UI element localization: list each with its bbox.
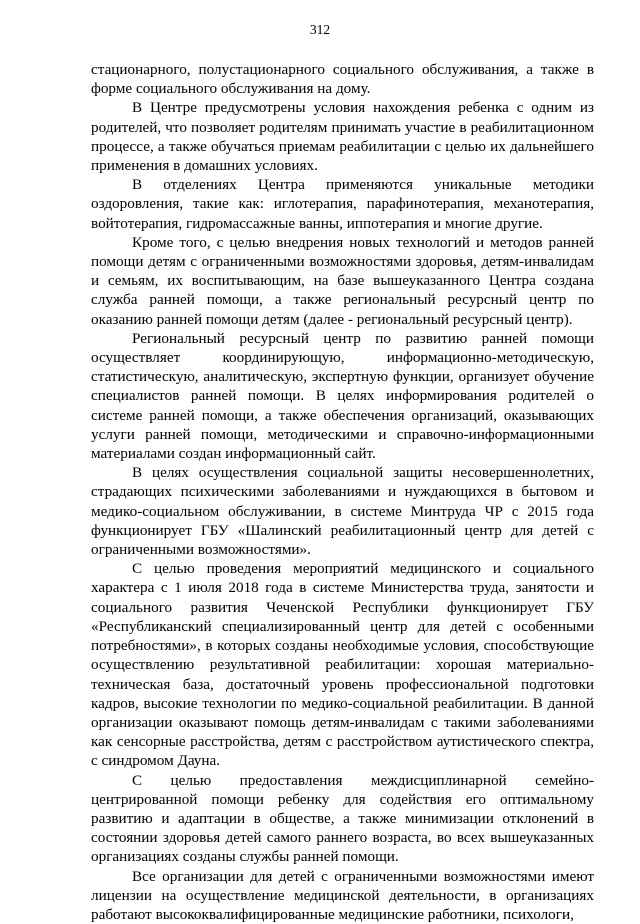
paragraph-2: В Центре предусмотрены условия нахождения ребенка с одним из родителей, что позволяет родителям принимать участие в реабилитационном процессе, а также обучаться приемам реабилитации с целью их дальнейшего применения в домашних условиях. xyxy=(91,99,594,175)
body-text xyxy=(91,60,594,924)
paragraph-8: С целью предоставления междисциплинарной семейно-центрированной помощи ребенку для содействия его оптимальному развитию и адаптации в обществе, а также минимизации отклонений в состоянии здоровья детей самого раннего возраста, во всех вышеуказанных организациях созданы службы ранней помощи. xyxy=(91,771,594,866)
paragraph-6: В целях осуществления социальной защиты несовершеннолетних, страдающих психическими заболеваниями и нуждающихся в бытовом и медико-социальном обслуживании, в системе Минтруда ЧР с 2015 года функционирует ГБУ «Шалинский реабилитационный центр для детей с ограниченными возможностями». xyxy=(91,464,594,559)
paragraph-9: Все организации для детей с ограниченными возможностями имеют лицензии на осуществление медицинской деятельности, в организациях работают высококвалифицированные медицинские работники, психологи, xyxy=(91,867,594,923)
page-number: 312 xyxy=(309,22,331,37)
paragraph-3: В отделениях Центра применяются уникальные методики оздоровления, такие как: иглотерапия, парафинотерапия, механотерапия, войтотерапия, гидромассажные ванны, иппотерапия и многие другие. xyxy=(91,176,594,232)
paragraph-5: Региональный ресурсный центр по развитию ранней помощи осуществляет координирующую, информационно-методическую, статистическую, аналитическую, экспертную функции, организует обучение специалистов ранней помощи. В целях информирования родителей о системе ранней помощи, а также обеспечения организаций, оказывающих услуги ранней помощи, методическими и справочно-информационными материалами создан информационный сайт. xyxy=(91,329,594,463)
paragraph-4: Кроме того, с целью внедрения новых технологий и методов ранней помощи детям с ограниченными возможностями здоровья, детям-инвалидам и семьям, их воспитывающим, на базе вышеуказанного Центра создана служба ранней помощи, а также региональный ресурсный центр по оказанию ранней помощи детям (далее - региональный ресурсный центр). xyxy=(91,233,594,328)
paragraph-1: стационарного, полустационарного социального обслуживания, а также в форме социального обслуживания на дому. xyxy=(91,61,594,98)
paragraph-7: С целью проведения мероприятий медицинского и социального характера с 1 июля 2018 года в системе Министерства труда, занятости и социального развития Чеченской Республики функционирует ГБУ «Республиканский специализированный центр для детей с особенными потребностями», в которых созданы необходимые условия, способствующие осуществлению результативной реабилитации: хорошая материально-техническая база, достаточный уровень профессиональной подготовки кадров, высокие технологии по медико-социальной реабилитации. В данной организации оказывают помощь детям-инвалидам с такими заболеваниями как сенсорные расстройства, детям с расстройством аутистического спектра, с синдромом Дауна. xyxy=(91,560,594,770)
